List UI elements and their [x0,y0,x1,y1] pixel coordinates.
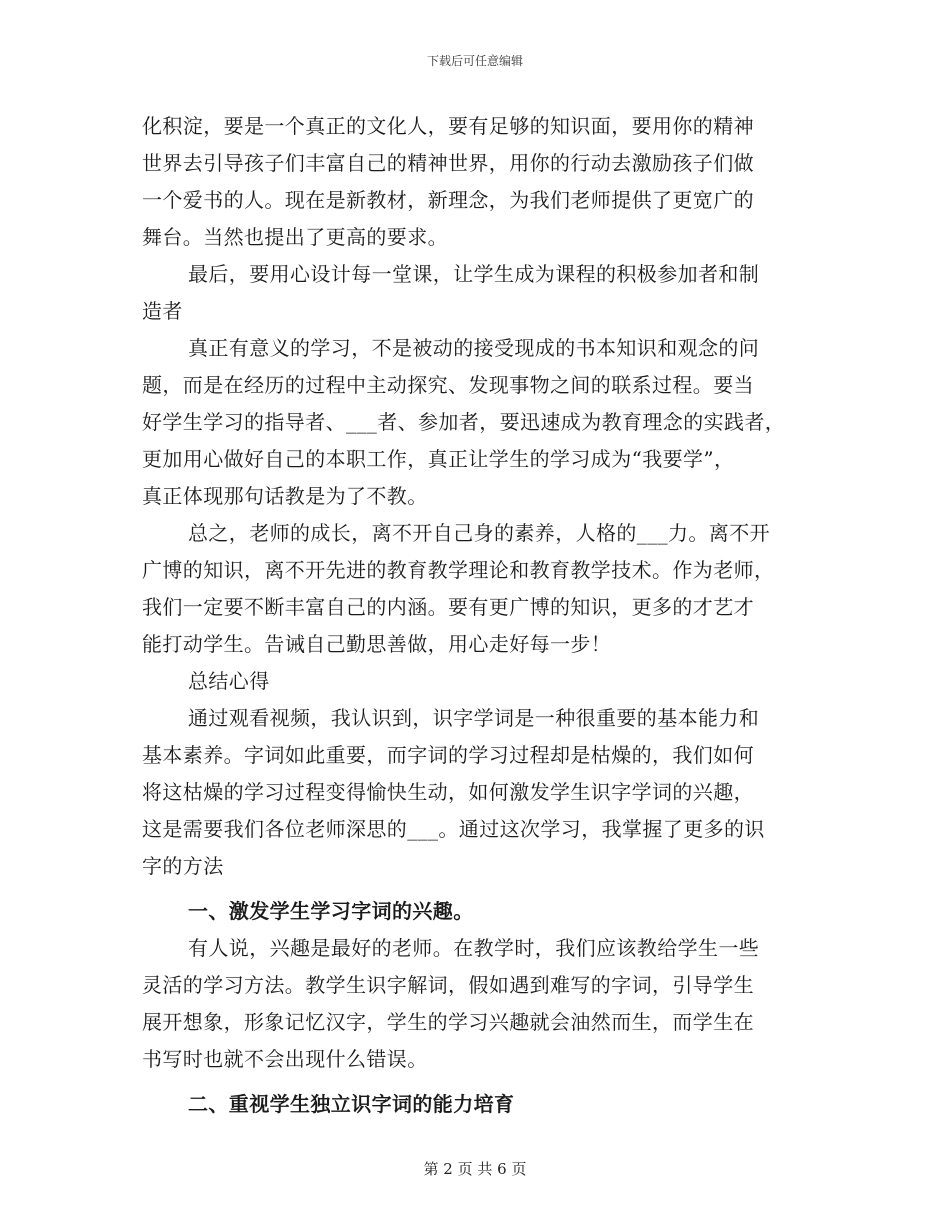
section-heading: 一、激发学生学习字词的兴趣。 [188,899,474,923]
document-body [142,108,822,1123]
text-line: 化积淀，要是一个真正的文化人，要有足够的知识面，要用你的精神 [142,114,754,138]
text-line: 真正有意义的学习，不是被动的接受现成的书本知识和观念的问 [188,336,760,360]
text-line: 有人说，兴趣是最好的老师。在教学时，我们应该教给学生一些 [188,936,760,960]
text-line: 广博的知识，离不开先进的教育教学理论和教育教学技术。作为老师， [142,558,775,582]
text-line: 总之，老师的成长，离不开自己身的素养，人格的___力。离不开 [188,521,770,545]
text-line: 通过观看视频，我认识到，识字学词是一种很重要的基本能力和 [188,706,760,730]
text-line: 世界去引导孩子们丰富自己的精神世界，用你的行动去激励孩子们做 [142,151,754,175]
text-line: 基本素养。字词如此重要，而字词的学习过程却是枯燥的，我们如何 [142,743,754,767]
text-line: 最后，要用心设计每一堂课，让学生成为课程的积极参加者和制 [188,262,760,286]
text-line: 将这枯燥的学习过程变得愉快生动，如何激发学生识字学词的兴趣， [142,780,754,804]
text-line: 舞台。当然也提出了更高的要求。 [142,225,448,249]
page-footer: 第 2 页 共 6 页 [423,1160,527,1178]
text-line: 总结心得 [188,669,270,693]
text-line: 更加用心做好自己的本职工作，真正让学生的学习成为“我要学”， [142,447,735,471]
text-line: 能打动学生。告诫自己勤思善做，用心走好每一步！ [142,632,612,656]
text-line: 字的方法 [142,854,224,878]
page-header: 下载后可任意编辑 [426,54,523,68]
text-line: 这是需要我们各位老师深思的___。通过这次学习，我掌握了更多的识 [142,817,765,841]
text-line: 一个爱书的人。现在是新教材，新理念，为我们老师提供了更宽广的 [142,188,754,212]
text-line: 我们一定要不断丰富自己的内涵。要有更广博的知识，更多的才艺才 [142,595,754,619]
text-line: 真正体现那句话教是为了不教。 [142,484,428,508]
text-line: 展开想象，形象记忆汉字，学生的学习兴趣就会油然而生，而学生在 [142,1010,754,1034]
text-line: 造者 [142,299,183,323]
text-line: 灵活的学习方法。教学生识字解词，假如遇到难写的字词，引导学生 [142,973,754,997]
text-line: 题，而是在经历的过程中主动探究、发现事物之间的联系过程。要当 [142,373,754,397]
section-heading: 二、重视学生独立识字词的能力培育 [188,1092,515,1116]
text-line: 好学生学习的指导者、___者、参加者，要迅速成为教育理念的实践者， [142,410,786,434]
text-line: 书写时也就不会出现什么错误。 [142,1047,428,1071]
